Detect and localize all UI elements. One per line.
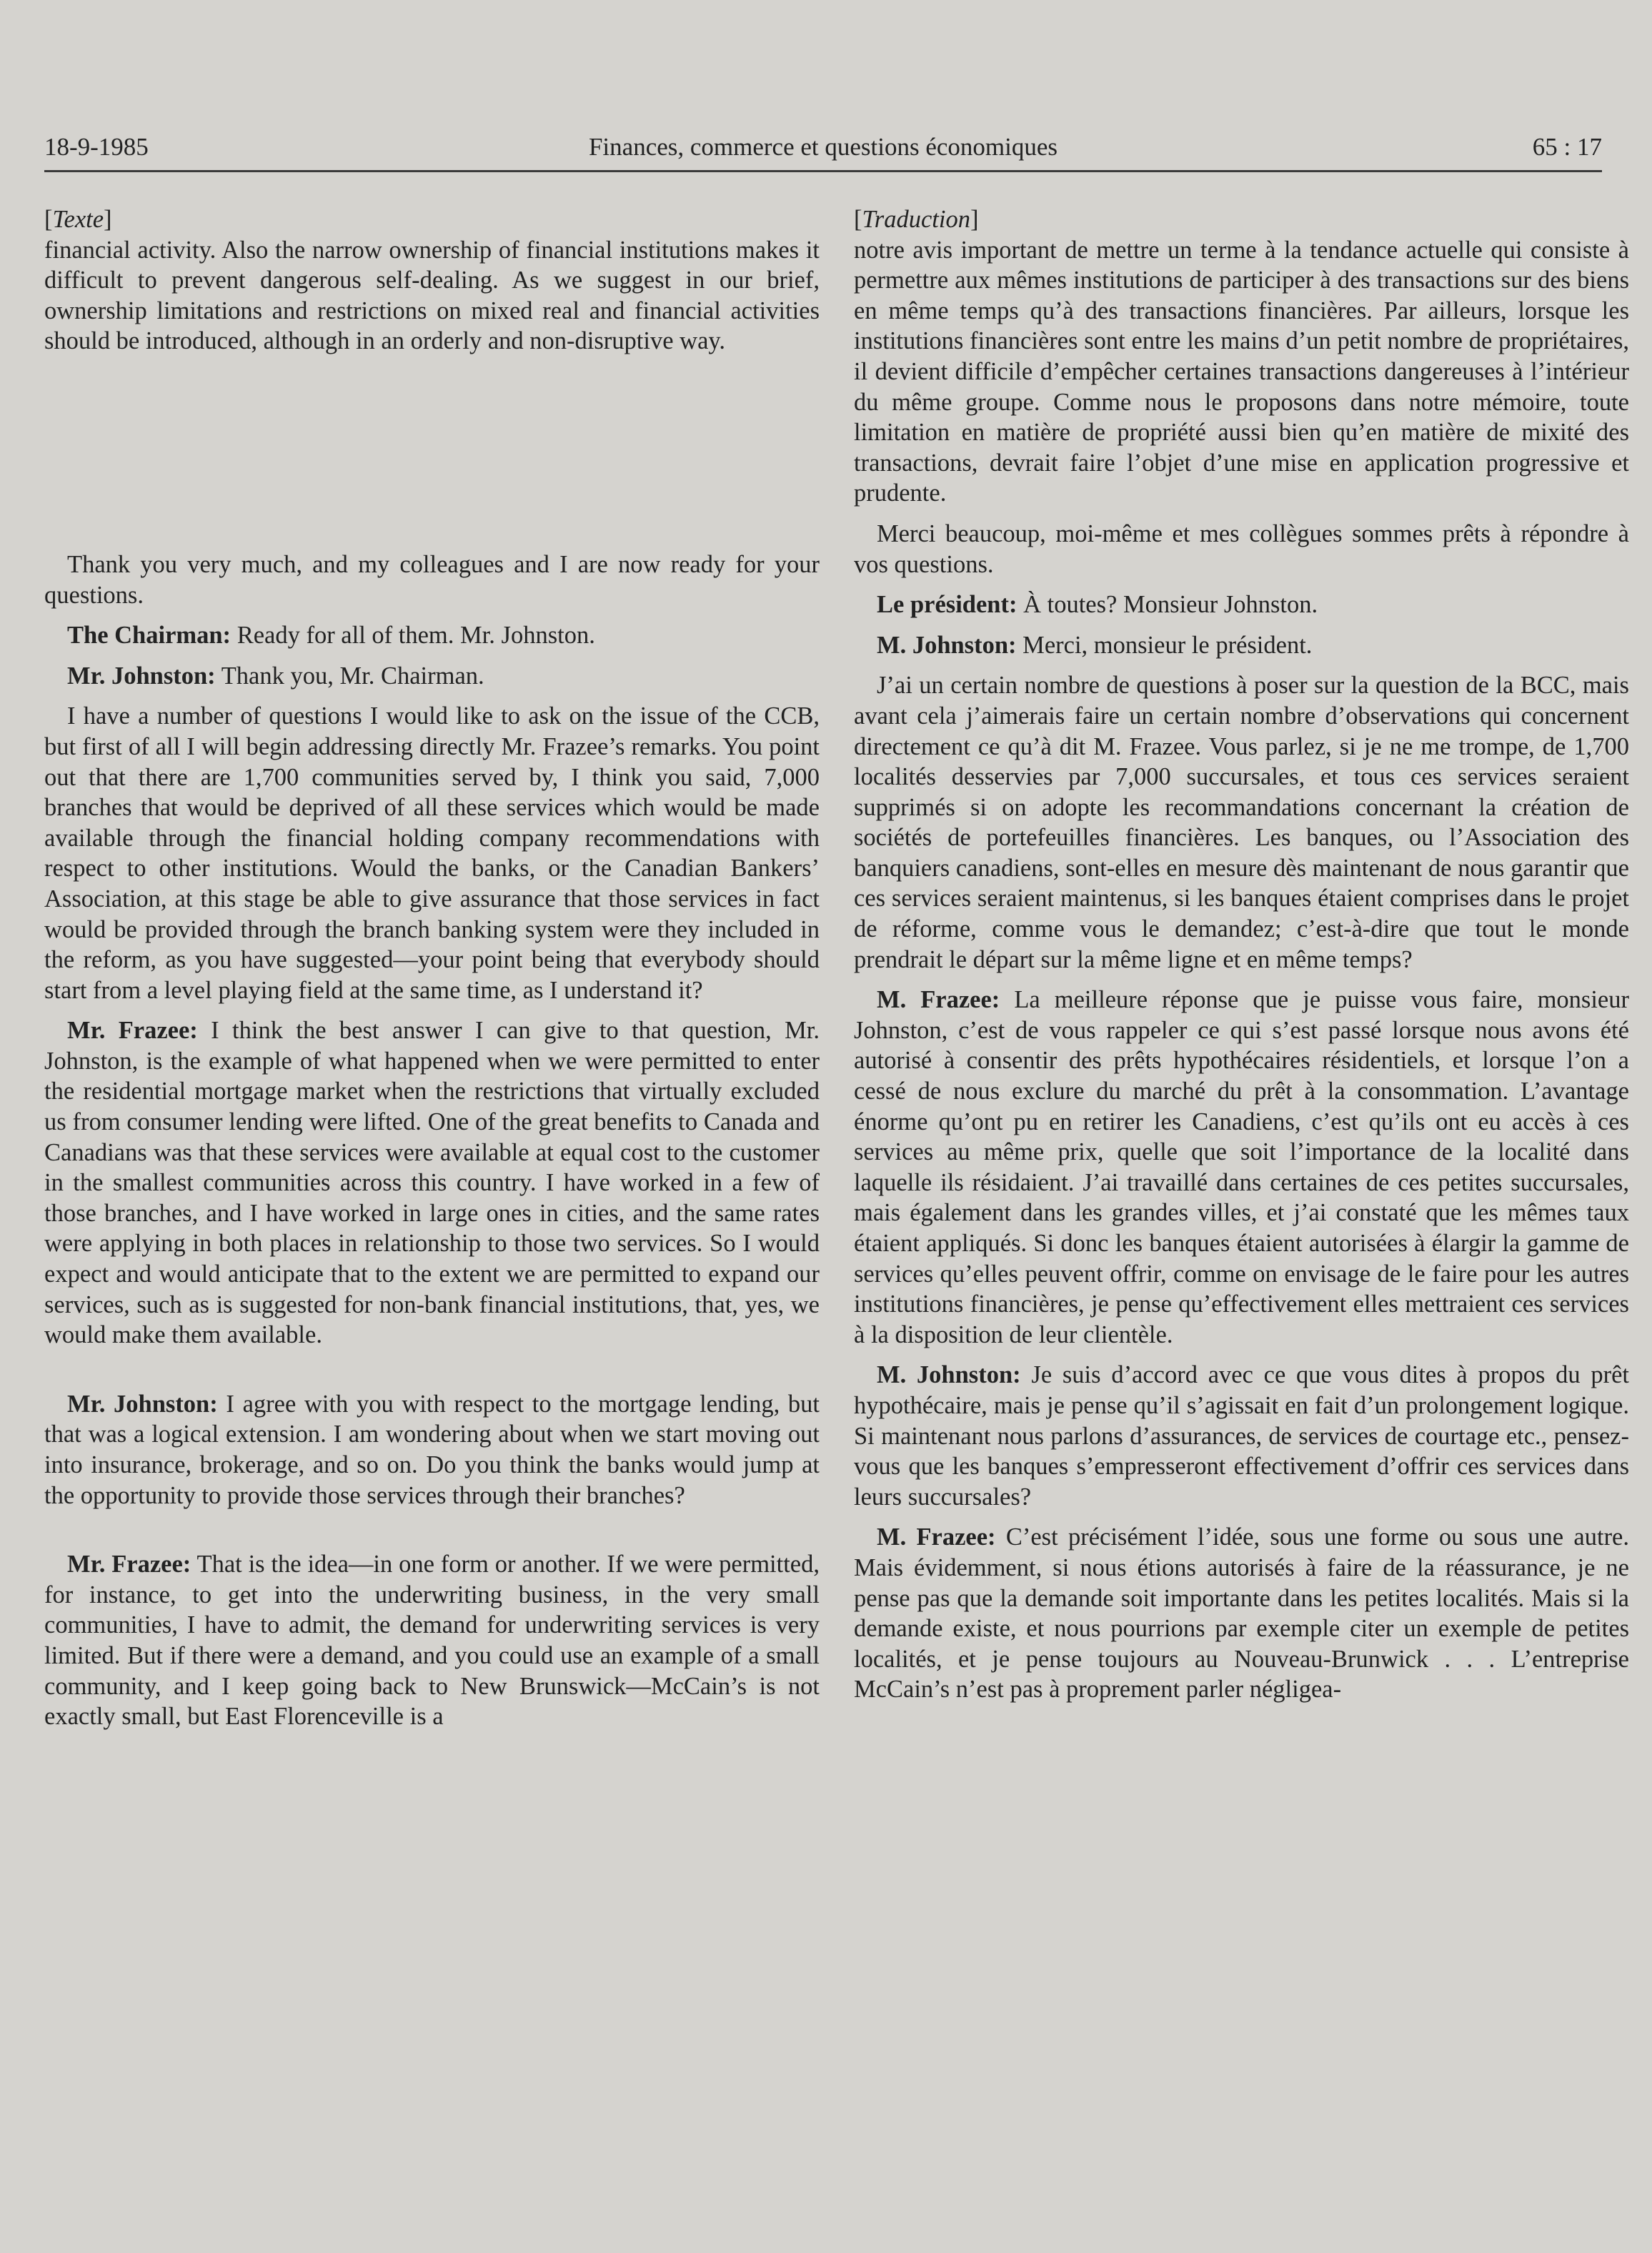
speaker: M. Frazee:: [877, 1523, 996, 1551]
paragraph: M. Johnston: Je suis d’accord avec ce que vous dites à propos du prêt hypothécaire, mais je pense qu’il s’agissait en fait d’un prolongement logique. Si maintenant nous parlons d’assurances, de services de courtage etc., pensez-vous que les banques s’empresseront effectivement d’offrir ces services dans leurs succursales?: [854, 1361, 1630, 1511]
speaker: M. Frazee:: [877, 986, 1000, 1014]
speaker: Mr. Johnston:: [67, 662, 216, 690]
speaker: M. Johnston:: [877, 631, 1017, 659]
paragraph: notre avis important de mettre un terme à la tendance actuelle qui consiste à permettre aux mêmes institutions de participer à des transactions sur des biens en même temps qu’à des transactions financières. Par ailleurs, lorsque les institutions financières sont entre les mains d’un petit nombre de propriétaires, il devient difficile d’empêcher certaines transactions dangereuses à l’intérieur du même groupe. Comme nous le proposons dans notre mémoire, toute limitation en matière de propriété aussi bien qu’en matière de mixité des transactions, devrait faire l’objet d’une mise en application progressive et prudente.: [854, 236, 1629, 507]
paragraph: Mr. Johnston: I agree with you with respect to the mortgage lending, but that was a logical extension. I am wondering about when we start moving out into insurance, brokerage, and so on. Do you think the banks would jump at the opportunity to provide those services through their branches?: [44, 1390, 820, 1509]
paragraph: M. Frazee: La meilleure réponse que je puisse vous faire, monsieur Johnston, c’est de vous rappeler ce qui s’est passé lorsque nous avons été autorisé à consentir des prêts hypothécaires résidentiels, et lorsque l’on a cessé de nous exclure du marché du prêt à la consommation. L’avantage énorme qu’ont pu en retirer les Canadiens, c’est qu’ils ont eu accès à ces services au même prix, quelle que soit l’importance de la localité dans laquelle ils résidaient. J’ai travaillé dans certaines de ces petites succursales, mais également dans les grandes villes, et j’ai constaté que les mêmes taux étaient appliqués. Si donc les banques étaient autorisées à élargir la gamme de services qu’elles peuvent offrir, comme on envisage de le faire pour les autres institutions financières, je pense qu’effectivement elles mettraient ces services à la disposition de leur clientèle.: [854, 986, 1629, 1348]
french-column: [854, 204, 1629, 1705]
header-rule: [44, 170, 1602, 172]
header-date: 18-9-1985: [44, 133, 149, 161]
paragraph: Mr. Johnston: Thank you, Mr. Chairman.: [67, 662, 484, 690]
header-page-number: 65 : 17: [1532, 133, 1602, 161]
header-title: Finances, commerce et questions économiques: [588, 133, 1058, 161]
paragraph: Le président: À toutes? Monsieur Johnston.: [877, 591, 1318, 619]
paragraph: Mr. Frazee: That is the idea—in one form or another. If we were permitted, for instance, to get into the underwriting business, in the very small communities, I have to admit, the demand for underwriting services is very limited. But if there were a demand, and you could use an example of a small community, and I keep going back to New Brunswick—McCain’s is not exactly small, but East Florenceville is a: [44, 1551, 820, 1731]
speaker: Mr. Johnston:: [67, 1390, 218, 1418]
column-tag: [Texte]: [44, 206, 112, 233]
spacer: [44, 1511, 820, 1539]
speaker: M. Johnston:: [877, 1361, 1021, 1389]
spacer: [44, 1351, 820, 1379]
page-header: [44, 130, 1602, 166]
column-tag: [Traduction]: [854, 206, 979, 233]
speaker: Mr. Frazee:: [67, 1551, 191, 1578]
english-column: [44, 204, 820, 1732]
speaker: The Chairman:: [67, 622, 232, 650]
paragraph: financial activity. Also the narrow ownership of financial institutions makes it difficult to prevent dangerous self-dealing. As we suggest in our brief, ownership limitations and restrictions on mixed real and financial activities should be introduced, although in an orderly and non-disruptive way.: [44, 236, 820, 355]
paragraph: The Chairman: Ready for all of them. Mr. Johnston.: [67, 622, 595, 650]
paragraph: J’ai un certain nombre de questions à poser sur la question de la BCC, mais avant cela j’aimerais faire un certain nombre d’observations qui concernent directement ce qu’à dit M. Frazee. Vous parlez, si je ne me trompe, de 1,700 localités desservies par 7,000 succursales, et tous ces services seraient supprimés si on adopte les recommandations concernant la création de sociétés de portefeuilles financières. Les banques, ou l’Association des banquiers canadiens, sont-elles en mesure dès maintenant de nous garantir que ces services seraient maintenus, si les banques étaient comprises dans le projet de réforme, comme vous le demandez; c’est-à-dire que tout le monde prendrait le départ sur la même ligne et en même temps?: [854, 672, 1629, 973]
speaker: Le président:: [877, 591, 1017, 619]
paragraph: M. Frazee: C’est précisément l’idée, sous une forme ou sous une autre. Mais évidemment, si nous étions autorisés à faire de la réassurance, je ne pense pas que la demande soit importante dans les petites localités. Mais si la demande existe, et nous pourrions par exemple citer un exemple de petites localités, et je pense toujours au Nouveau-Brunwick . . . L’entreprise McCain’s n’est pas à proprement parler négligea-: [854, 1523, 1629, 1704]
spacer: [44, 357, 820, 549]
paragraph: Mr. Frazee: I think the best answer I can give to that question, Mr. Johnston, is the example of what happened when we were permitted to enter the residential mortgage market when the restrictions that virtually excluded us from consumer lending were lifted. One of the great benefits to Canada and Canadians was that these services were available at equal cost to the customer in the smallest communities across this country. I have worked in a few of those branches, and I have worked in large ones in cities, and the same rates were applying in both places in relationship to those two services. So I would expect and would anticipate that to the extent we are permitted to expand our services, such as is suggested for non-bank financial institutions, that, yes, we would make them available.: [44, 1017, 820, 1349]
paragraph: I have a number of questions I would like to ask on the issue of the CCB, but first of all I will begin addressing directly Mr. Frazee’s remarks. You point out that there are 1,700 communities served by, I think you said, 7,000 branches that would be deprived of all these services which would be made available through the financial holding company recommendations with respect to other institutions. Would the banks, or the Canadian Bankers’ Association, at this stage be able to give assurance that those services in fact would be provided through the branch banking system were they included in the reform, as you have suggested—your point being that everybody should start from a level playing field at the same time, as I understand it?: [44, 702, 820, 1004]
paragraph: Thank you very much, and my colleagues and I are now ready for your questions.: [44, 550, 820, 609]
speaker: Mr. Frazee:: [67, 1017, 198, 1045]
paragraph: M. Johnston: Merci, monsieur le président.: [877, 631, 1313, 659]
paragraph: Merci beaucoup, moi-même et mes collègues sommes prêts à répondre à vos questions.: [854, 519, 1629, 578]
